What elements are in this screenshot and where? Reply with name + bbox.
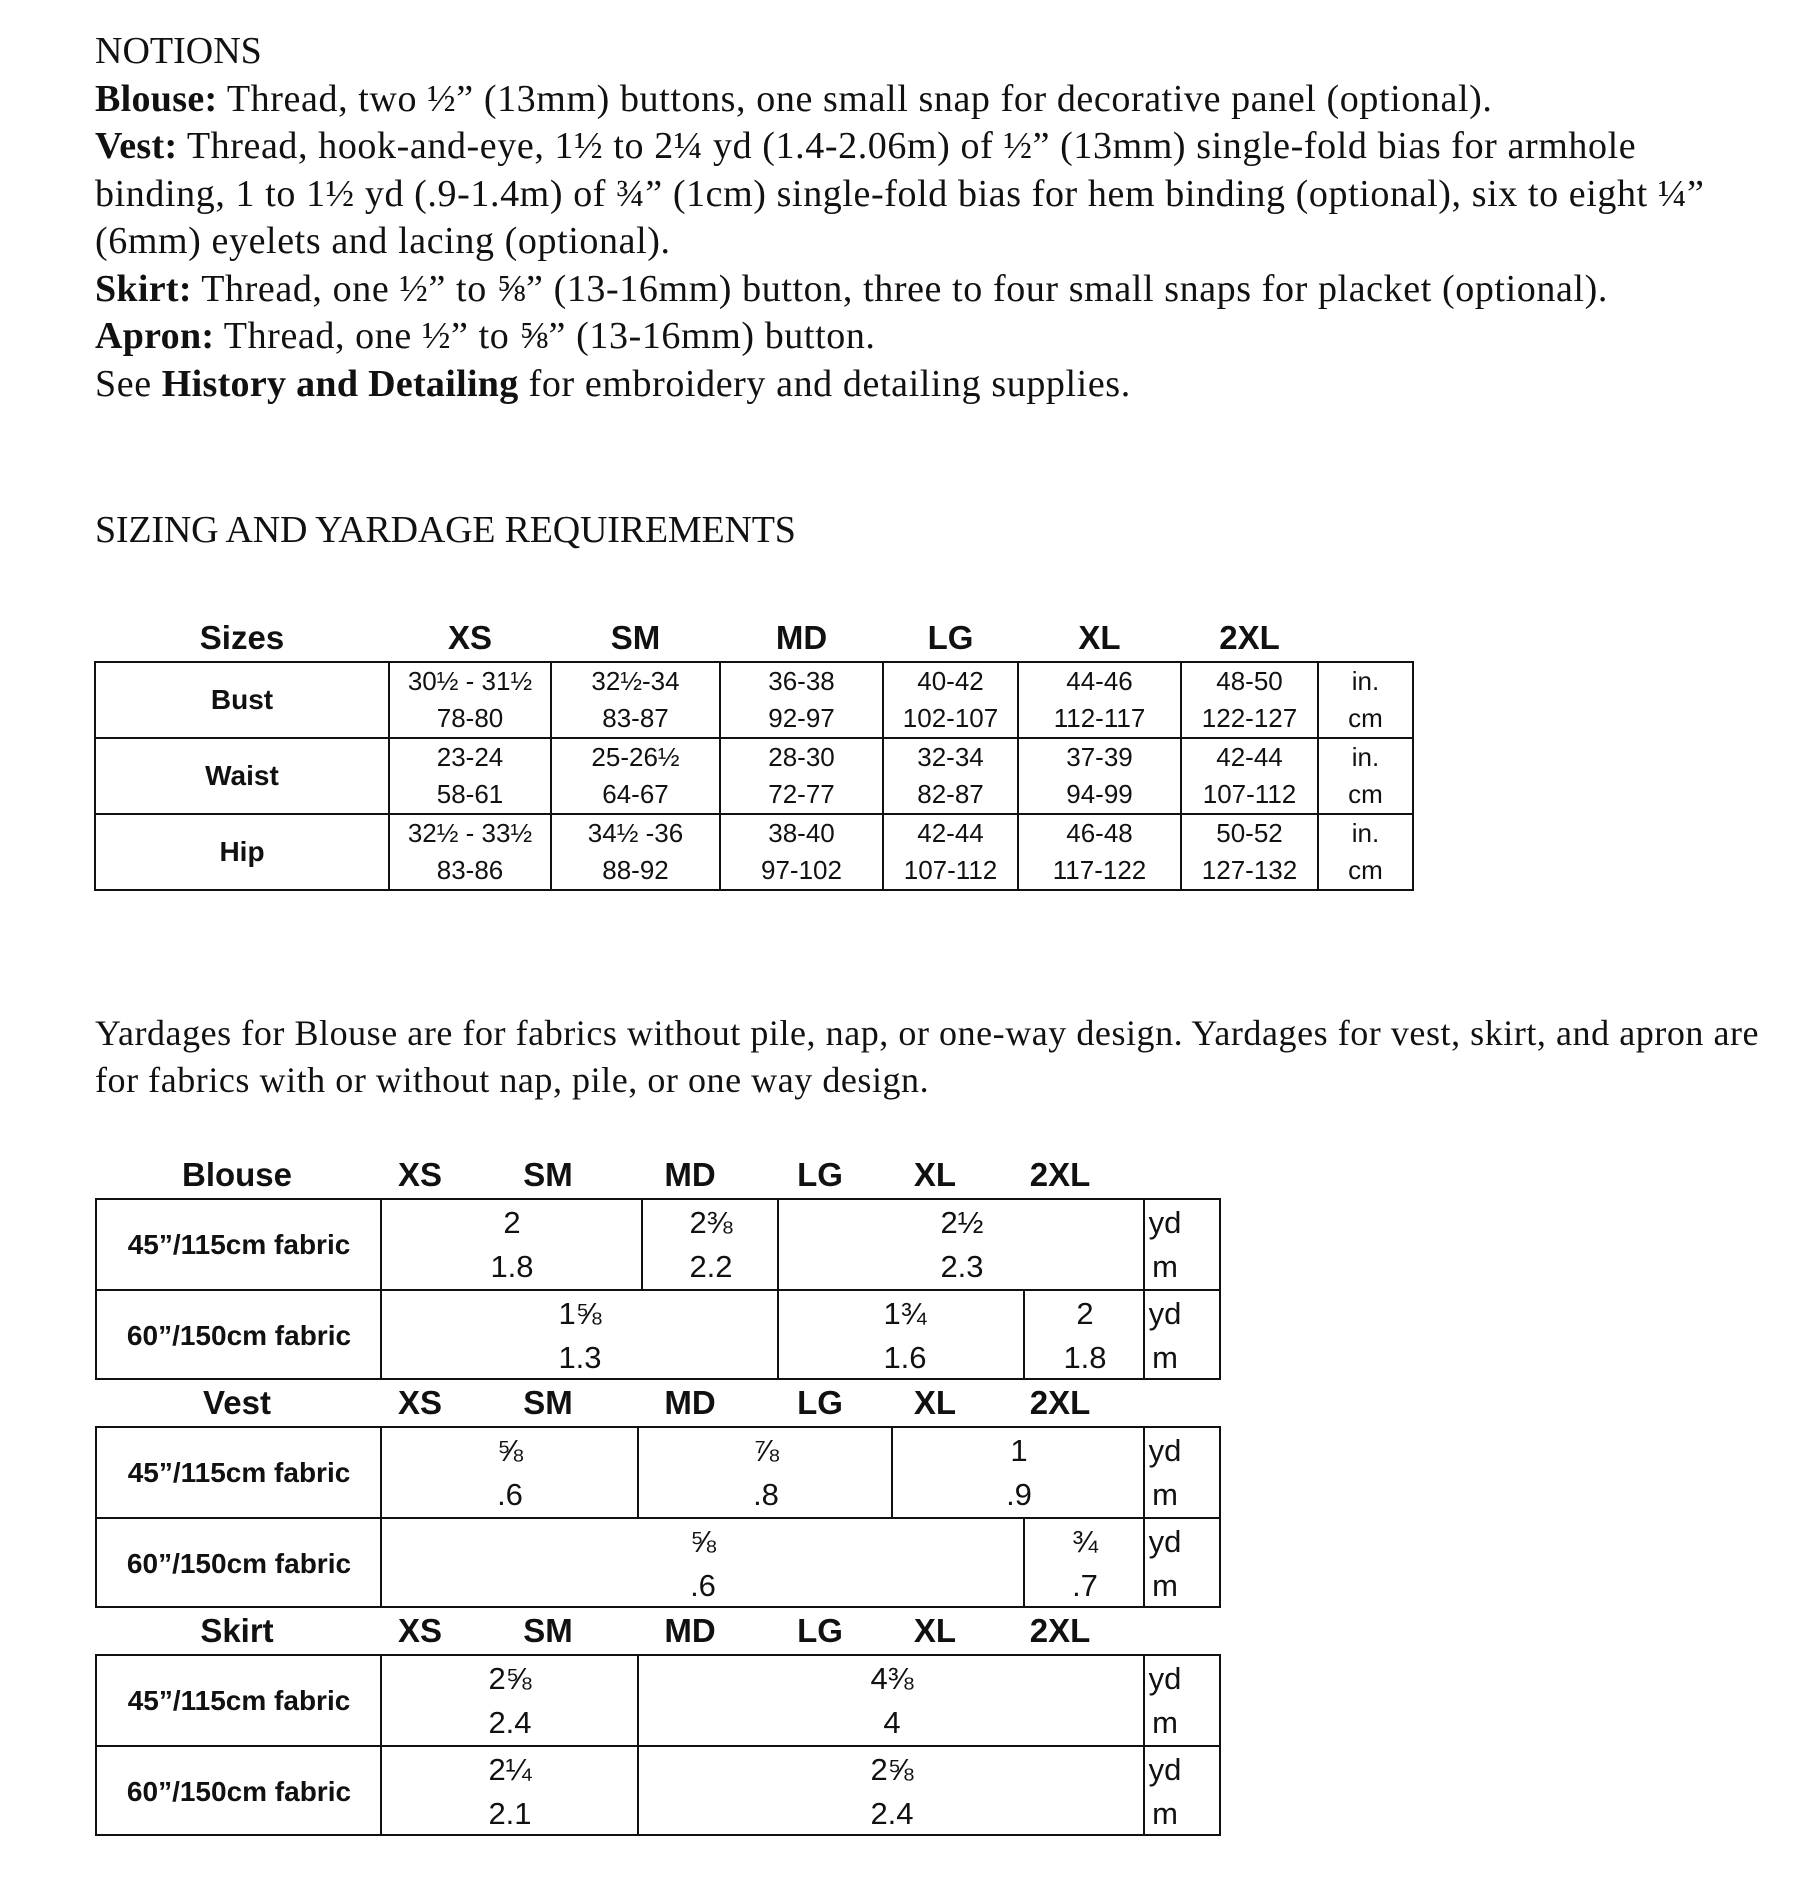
- vest-title: Vest: [203, 1384, 271, 1421]
- notions-see-also: [95, 361, 1775, 409]
- inches-value: 46-48: [1066, 818, 1133, 848]
- cm-value: 94-99: [1066, 779, 1133, 809]
- measurement-cell: [1018, 738, 1181, 814]
- unit-yd: yd: [1148, 1296, 1182, 1331]
- skirt-size-sm: SM: [523, 1612, 573, 1649]
- yardage-yd-value: 2: [503, 1205, 521, 1240]
- yardage-m-value: 2.4: [870, 1796, 914, 1831]
- skirt-size-xl: XL: [913, 1612, 957, 1649]
- sizes-header: [95, 615, 1415, 661]
- notions-heading: NOTIONS: [95, 30, 262, 72]
- see-post: for embroidery and detailing supplies.: [518, 362, 1131, 405]
- fabric-60-label: 60”/150cm fabric: [126, 1320, 352, 1351]
- sizes-row-bust: [95, 662, 1413, 738]
- measurement-cell: [720, 662, 883, 738]
- yardage-yd-value: ⅝: [497, 1433, 523, 1468]
- cell-divider: [380, 1291, 382, 1380]
- cm-value: 107-112: [903, 855, 998, 885]
- unit-m: m: [1152, 1568, 1178, 1603]
- cell-divider: [891, 1428, 893, 1517]
- cm-value: 117-122: [1052, 855, 1147, 885]
- unit-yd: yd: [1148, 1524, 1182, 1559]
- blouse-header: [0, 1152, 1818, 1198]
- unit-cm: cm: [1348, 855, 1383, 885]
- yardage-m-value: .9: [1006, 1477, 1032, 1512]
- skirt-size-lg: LG: [797, 1612, 843, 1649]
- cm-value: 72-77: [768, 779, 835, 809]
- cm-value: 83-87: [602, 703, 669, 733]
- blouse-size-xs: XS: [397, 1156, 443, 1193]
- unit-yd: yd: [1148, 1205, 1182, 1240]
- cell-divider: [637, 1656, 639, 1745]
- cell-divider: [380, 1747, 382, 1836]
- notions-section: [95, 28, 1775, 408]
- fabric-45-label: 45”/115cm fabric: [127, 1685, 351, 1716]
- measurement-cell: [1181, 662, 1318, 738]
- vest-size-md: MD: [664, 1384, 716, 1421]
- inches-value: 38-40: [768, 818, 835, 848]
- unit-cm: cm: [1348, 703, 1383, 733]
- inches-value: 36-38: [768, 666, 835, 696]
- unit-in: in.: [1351, 666, 1380, 696]
- blouse-table: [95, 1198, 1221, 1380]
- sizes-label: Sizes: [199, 619, 285, 656]
- unit-yd: yd: [1148, 1752, 1182, 1787]
- measurement-label: Bust: [95, 662, 389, 738]
- cm-value: 122-127: [1201, 703, 1298, 733]
- yardage-m-value: 1.6: [883, 1340, 927, 1375]
- measurement-cell: [883, 738, 1018, 814]
- yardage-yd-value: ⅞: [753, 1433, 779, 1468]
- unit-cell: [1318, 662, 1413, 738]
- cm-value: 107-112: [1202, 779, 1297, 809]
- blouse-size-sm: SM: [523, 1156, 573, 1193]
- yardage-yd-value: 1¾: [883, 1296, 927, 1331]
- inches-value: 40-42: [917, 666, 984, 696]
- fabric-60-label: 60”/150cm fabric: [126, 1776, 352, 1807]
- measurement-cell: [1018, 662, 1181, 738]
- size-col-md: MD: [775, 619, 828, 656]
- skirt-table: [95, 1654, 1221, 1836]
- measurement-cell: [883, 814, 1018, 890]
- size-col-lg: LG: [927, 619, 974, 656]
- cell-divider: [380, 1200, 382, 1289]
- unit-yd: yd: [1148, 1661, 1182, 1696]
- blouse-size-xl: XL: [913, 1156, 957, 1193]
- yardage-yd-value: 4⅜: [870, 1661, 914, 1696]
- notions-blouse: [95, 76, 1775, 124]
- cell-divider: [637, 1428, 639, 1517]
- unit-m: m: [1152, 1796, 1178, 1831]
- sizes-table: [94, 661, 1414, 891]
- sizes-row-hip: [95, 814, 1413, 890]
- inches-value: 34½ -36: [587, 818, 684, 848]
- yardage-yd-value: 1⅝: [558, 1296, 602, 1331]
- measurement-cell: [1018, 814, 1181, 890]
- cell-divider: [777, 1291, 779, 1380]
- measurement-cell: [551, 662, 720, 738]
- unit-m: m: [1152, 1340, 1178, 1375]
- yardage-yd-value: 2⅜: [689, 1205, 733, 1240]
- inches-value: 50-52: [1216, 818, 1283, 848]
- yardage-m-value: 2.2: [689, 1249, 733, 1284]
- vest-size-sm: SM: [523, 1384, 573, 1421]
- yardage-note: Yardages for Blouse are for fabrics without pile, nap, or one-way design. Yardages for vest, skirt, and apron are for fabrics with or without nap, pile, or one way design.: [95, 1013, 1760, 1100]
- inches-value: 32-34: [917, 742, 984, 772]
- cell-divider: [380, 1428, 382, 1517]
- measurement-label: Waist: [95, 738, 389, 814]
- size-col-sm: SM: [610, 619, 661, 656]
- vest-header: [0, 1380, 1818, 1426]
- notions-apron-text: Thread, one ½” to ⅝” (13-16mm) button.: [214, 315, 876, 357]
- yardage-m-value: .8: [753, 1477, 779, 1512]
- unit-yd: yd: [1148, 1433, 1182, 1468]
- notions-vest-text: Thread, hook-and-eye, 1½ to 2¼ yd (1.4-2.06m) of ½” (13mm) single-fold bias for armhole binding, 1 to 1½ yd (.9-1.4m) of ¾” (1cm) single-fold bias for hem binding (optional), six to eight ¼” (6mm) eyelets and lacing (optional).: [95, 125, 1705, 262]
- yardage-yd-value: 2½: [940, 1205, 984, 1240]
- yardage-m-value: .7: [1072, 1568, 1098, 1603]
- yardage-yd-value: 2⅝: [870, 1752, 914, 1787]
- cm-value: 127-132: [1201, 855, 1298, 885]
- fabric-60-label: 60”/150cm fabric: [126, 1548, 352, 1579]
- vest-size-2xl: 2XL: [1029, 1384, 1091, 1421]
- notions-skirt: [95, 266, 1775, 314]
- measurement-cell: [389, 662, 551, 738]
- yardage-m-value: 2.4: [488, 1705, 532, 1740]
- unit-m: m: [1152, 1705, 1178, 1740]
- blouse-size-2xl: 2XL: [1029, 1156, 1091, 1193]
- yardage-yd-value: 2⅝: [488, 1661, 532, 1696]
- unit-in: in.: [1351, 742, 1380, 772]
- inches-value: 23-24: [436, 742, 504, 772]
- inches-value: 42-44: [917, 818, 984, 848]
- fabric-45-label: 45”/115cm fabric: [127, 1457, 351, 1488]
- cm-value: 58-61: [436, 779, 504, 809]
- cm-value: 92-97: [768, 703, 835, 733]
- yardage-yd-value: 1: [1010, 1433, 1028, 1468]
- blouse-size-md: MD: [664, 1156, 716, 1193]
- yardage-m-value: 2.3: [940, 1249, 984, 1284]
- measurement-cell: [389, 814, 551, 890]
- cm-value: 112-117: [1053, 703, 1146, 733]
- cm-value: 82-87: [917, 779, 984, 809]
- measurement-cell: [883, 662, 1018, 738]
- fabric-45-label: 45”/115cm fabric: [127, 1229, 351, 1260]
- measurement-cell: [720, 814, 883, 890]
- measurement-cell: [389, 738, 551, 814]
- unit-m: m: [1152, 1249, 1178, 1284]
- notions-apron-label: Apron:: [95, 315, 215, 357]
- cell-divider: [380, 1656, 382, 1745]
- notions-blouse-text: Thread, two ½” (13mm) buttons, one small snap for decorative panel (optional).: [217, 77, 1493, 120]
- notions-blouse-label: Blouse:: [95, 77, 218, 120]
- size-col-xl: XL: [1078, 619, 1121, 656]
- skirt-size-md: MD: [664, 1612, 716, 1649]
- skirt-title: Skirt: [200, 1612, 274, 1649]
- measurement-label: Hip: [95, 814, 389, 890]
- cell-divider: [380, 1519, 382, 1608]
- history-detailing-ref: History and Detailing: [161, 362, 519, 405]
- inches-value: 28-30: [768, 742, 835, 772]
- yardage-m-value: 2.1: [488, 1796, 532, 1831]
- yardage-yd-value: ⅝: [690, 1524, 716, 1559]
- inches-value: 48-50: [1216, 666, 1283, 696]
- skirt-size-2xl: 2XL: [1029, 1612, 1091, 1649]
- cm-value: 102-107: [902, 703, 999, 733]
- cm-value: 97-102: [761, 855, 842, 885]
- size-col-xs: XS: [447, 619, 493, 656]
- inches-value: 32½ - 33½: [407, 818, 533, 848]
- inches-value: 30½ - 31½: [407, 666, 533, 696]
- unit-cell: [1318, 738, 1413, 814]
- yardage-m-value: 1.8: [1063, 1340, 1107, 1375]
- cm-value: 88-92: [602, 855, 669, 885]
- measurement-cell: [551, 814, 720, 890]
- measurement-cell: [720, 738, 883, 814]
- vest-size-xs: XS: [397, 1384, 443, 1421]
- see-pre: See: [95, 362, 162, 405]
- cm-value: 83-86: [436, 855, 504, 885]
- yardage-yd-value: 2¼: [488, 1752, 532, 1787]
- measurement-cell: [551, 738, 720, 814]
- notions-skirt-text: Thread, one ½” to ⅝” (13-16mm) button, three to four small snaps for placket (optional).: [191, 267, 1608, 310]
- unit-cell: [1318, 814, 1413, 890]
- blouse-title: Blouse: [181, 1156, 293, 1193]
- inches-value: 37-39: [1066, 742, 1133, 772]
- skirt-size-xs: XS: [397, 1612, 443, 1649]
- blouse-size-lg: LG: [797, 1156, 843, 1193]
- size-col-2xl: 2XL: [1219, 619, 1280, 656]
- vest-table: [95, 1426, 1221, 1608]
- notions-vest-label: Vest:: [95, 125, 178, 167]
- cm-value: 64-67: [602, 779, 669, 809]
- vest-size-xl: XL: [913, 1384, 957, 1421]
- yardage-m-value: .6: [690, 1568, 716, 1603]
- measurement-cell: [1181, 814, 1318, 890]
- cm-value: 78-80: [436, 703, 504, 733]
- yardage-m-value: 1.3: [558, 1340, 602, 1375]
- inches-value: 44-46: [1066, 666, 1133, 696]
- notions-apron: [95, 313, 1775, 361]
- sizing-title: SIZING AND YARDAGE REQUIREMENTS: [95, 509, 796, 551]
- skirt-header: [0, 1608, 1818, 1654]
- inches-value: 25-26½: [591, 742, 680, 772]
- inches-value: 42-44: [1216, 742, 1283, 772]
- unit-cm: cm: [1348, 779, 1383, 809]
- yardage-m-value: 4: [883, 1705, 901, 1740]
- notions-vest: [95, 123, 1775, 266]
- unit-m: m: [1152, 1477, 1178, 1512]
- unit-in: in.: [1351, 818, 1380, 848]
- notions-skirt-label: Skirt:: [95, 267, 192, 310]
- yardage-yd-value: ¾: [1072, 1524, 1098, 1559]
- yardage-yd-value: 2: [1076, 1296, 1094, 1331]
- yardage-m-value: 1.8: [490, 1249, 534, 1284]
- yardage-m-value: .6: [497, 1477, 523, 1512]
- cell-divider: [637, 1747, 639, 1836]
- vest-size-lg: LG: [797, 1384, 843, 1421]
- measurement-cell: [1181, 738, 1318, 814]
- sizes-row-waist: [95, 738, 1413, 814]
- inches-value: 32½-34: [591, 666, 680, 696]
